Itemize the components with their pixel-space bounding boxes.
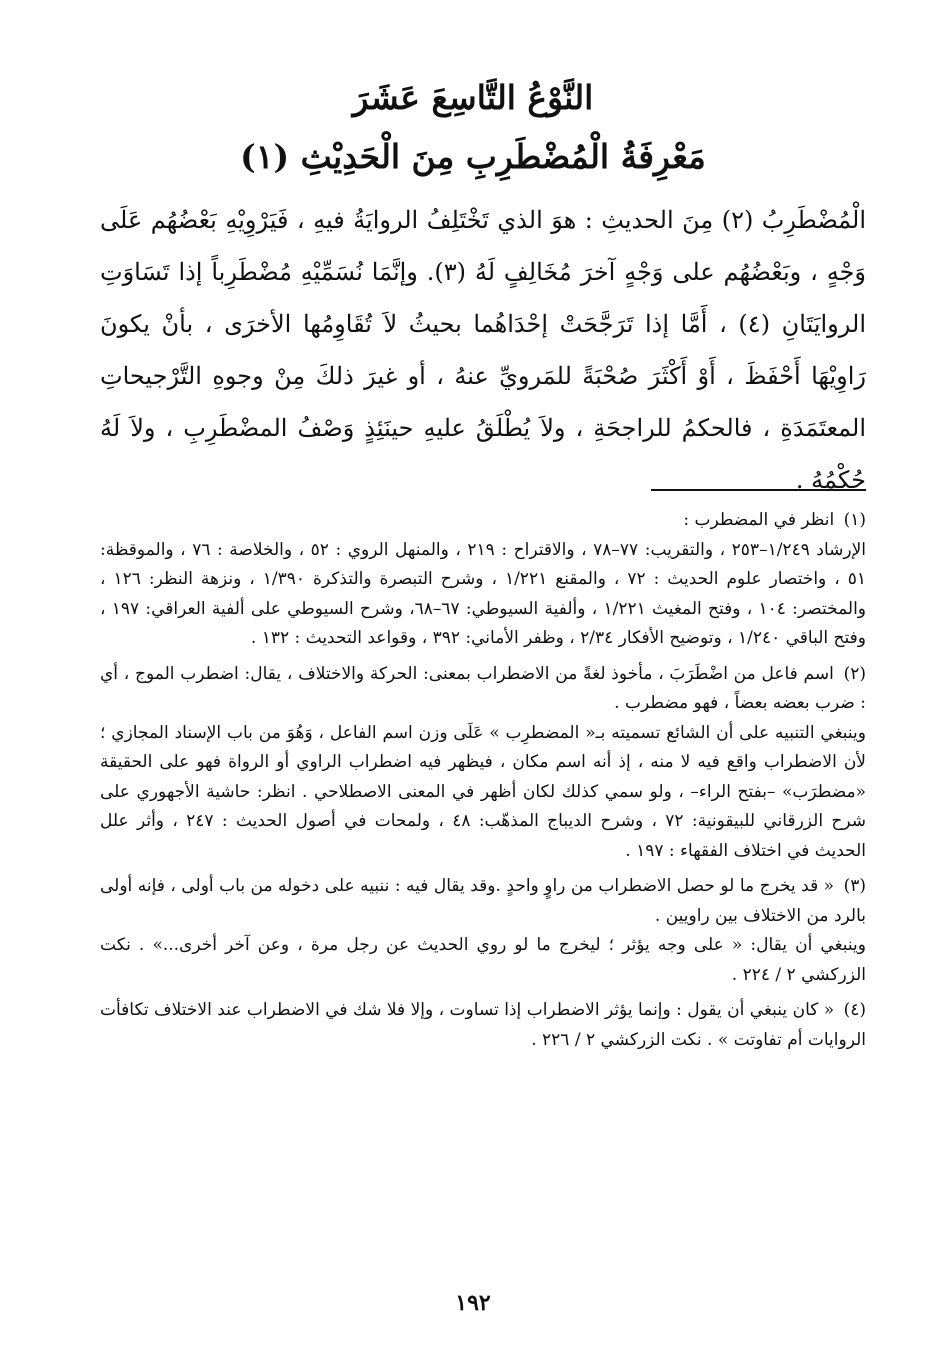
- footnote-text: اسم فاعل من اضْطَرَبَ ، مأخوذ لغةً من الاضطراب بمعنى: الحركة والاختلاف ، يقال: اضطرب الموج ، أي : ضرب بعضه بعضاً ، فهو مضطرب .: [100, 663, 866, 713]
- footnote-text: « كان ينبغي أن يقول : وإنما يؤثر الاضطراب إذا تساوت ، وإلا فلا شك في الاضطراب عند الاختلاف تكافأت الروايات أم تفاوتت » . نكت الزركشي ٢ / ٢٢٦ .: [100, 1000, 866, 1050]
- footnote-separator: [651, 489, 866, 491]
- footnote-3: [100, 872, 866, 990]
- footnote-text: « قد يخرج ما لو حصل الاضطراب من راوٍ واحدٍ .وقد يقال فيه : ننبيه على دخوله من باب أولى ، فإنه أولى بالرد من الاختلاف بين راويين .: [100, 876, 866, 926]
- footnote-1: [100, 506, 866, 654]
- main-text-block: [100, 194, 866, 506]
- footnote-number: (٢): [843, 663, 867, 684]
- footnote-number: (٣): [843, 876, 866, 896]
- footnote-number: (٤): [843, 1000, 866, 1020]
- footnotes: [100, 506, 866, 1061]
- footnote-text: وينبغي التنبيه على أن الشائع تسميته بـ« المضطرِب » عَلَى وزن اسم الفاعل ، وَهُوَ من باب الإسناد المجازي ؛ لأن الاضطراب واقع فيه لا منه ، إذ أنه اسم مكان ، فيظهر فيه اضطراب الراوي أو الرواة فهو على الحقيقة «مضطرَب» –بفتح الراء– ، ولو سمي كذلك لكان أظهر في المعنى الاصطلاحي . انظر: حاشية الأجهوري على شرح الزرقاني للبيقونية: ٧٢ ، وشرح الديباج المذهّب: ٤٨ ، ولمحات في أصول الحديث : ٢٤٧ ، وأثر علل الحديث في اختلاف الفقهاء : ١٩٧ .: [100, 722, 866, 861]
- footnote-text: انظر في المضطرب :: [683, 510, 835, 530]
- footnote-text: وينبغي أن يقال: « على وجه يؤثر ؛ ليخرج ما لو روي الحديث عن رجل مرة ، وعن آخر أخرى...» . نكت الزركشي ٢ / ٢٢٤ .: [100, 935, 866, 985]
- footnote-4: [100, 996, 866, 1055]
- chapter-heading: النَّوْعُ التَّاسِعَ عَشَرَ: [352, 78, 594, 117]
- page-number: ١٩٢: [455, 1290, 491, 1316]
- footnote-text: الإرشاد ١/٢٤٩–٢٥٣ ، والتقريب: ٧٧–٧٨ ، والاقتراح : ٢١٩ ، والمنهل الروي : ٥٢ ، والخلاصة : ٧٦ ، والموقظة: ٥١ ، واختصار علوم الحديث : ٧٢ ، والمقنع ١/٢٢١ ، وشرح التبصرة والتذكرة ١/٣٩٠ ، ونزهة النظر: ١٢٦ ، والمختصر: ١٠٤ ، وفتح المغيث ١/٢٢١ ، وألفية السيوطي: ٦٧–٦٨، وشرح السيوطي على ألفية العراقي: ١٩٧ ، وفتح الباقي ١/٢٤٠ ، وتوضيح الأفكار ٢/٣٤ ، وظفر الأماني: ٣٩٢ ، وقواعد التحديث : ١٣٢ .: [100, 539, 867, 648]
- section-title: مَعْرِفَةُ الْمُضْطَرِبِ مِنَ الْحَدِيْثِ (١): [240, 137, 706, 176]
- footnote-number: (١): [843, 510, 866, 530]
- main-paragraph: الْمُضْطَرِبُ (٢) مِنَ الحديثِ : هوَ الذي تَخْتَلِفُ الروايَةُ فيهِ ، فَيَرْوِيْهِ بَعْضُهُم عَلَى وَجْهٍ ، وبَعْضُهُم على وَجْهٍ آخرَ مُخَالِفٍ لَهُ (٣). وإنَّمَا نُسَمِّيْهِ مُضْطَرِباً إذا تَسَاوَتِ الروايَتَانِ (٤) ، أَمَّا إذا تَرَجَّحَتْ إحْدَاهُما بحيثُ لاَ تُقَاوِمُها الأخرَى ، بأنْ يكونَ رَاوِيْهَا أَحْفَظَ ، أَوْ أَكْثَرَ صُحْبَةً للمَرويِّ عنهُ ، أو غيرَ ذلكَ مِنْ وجوهِ التَّرْجيحاتِ المعتَمَدَةِ ، فالحكمُ للراجحَةِ ، ولاَ يُطْلَقُ عليهِ حينَئِذٍ وَصْفُ المضْطَرِبِ ، ولاَ لَهُ حُكْمُهُ .: [100, 206, 867, 494]
- footnote-2: [100, 660, 866, 867]
